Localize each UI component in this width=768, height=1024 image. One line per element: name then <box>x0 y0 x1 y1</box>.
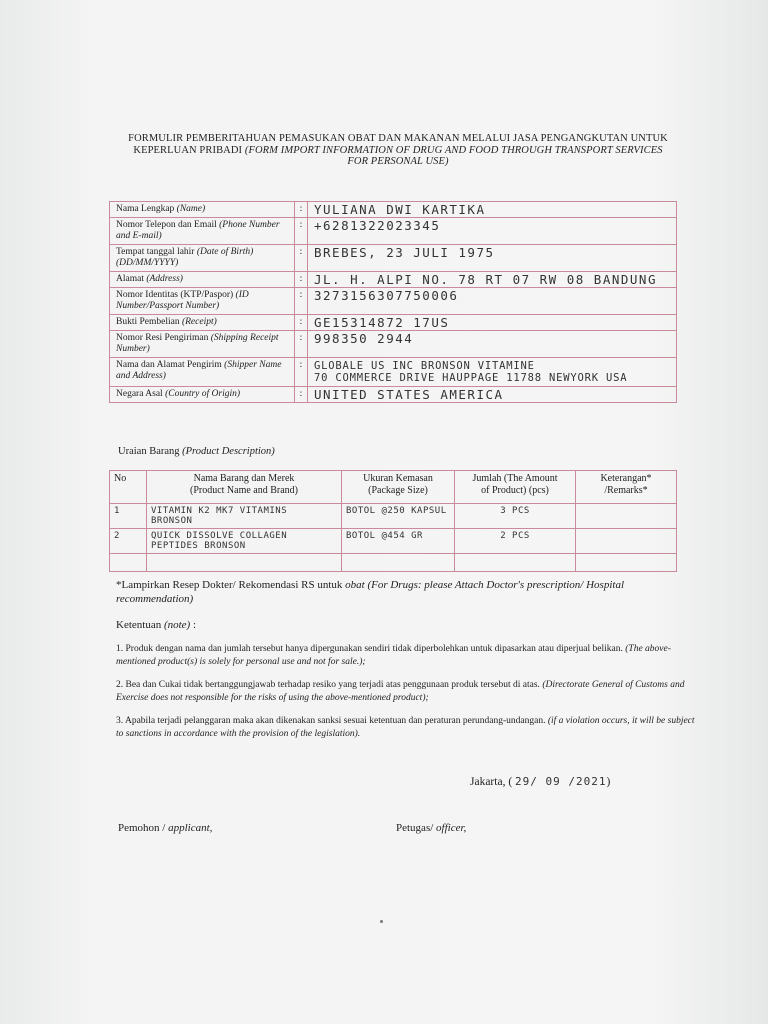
colon-separator: : <box>295 218 308 245</box>
info-value: +6281322023345 <box>314 218 441 233</box>
empty-cell <box>110 554 147 572</box>
info-row <box>110 315 677 331</box>
officer-label: Petugas/ <box>396 822 434 834</box>
header-no: No <box>110 471 147 504</box>
info-value-line2: 70 COMMERCE DRIVE HAUPPAGE 11788 NEWYORK USA <box>314 372 628 384</box>
title-line-1: FORMULIR PEMBERITAHUAN PEMASUKAN OBAT DAN MAKANAN MELALUI JASA PENGANGKUTAN UNTUK <box>128 133 668 144</box>
info-value: 998350 2944 <box>314 331 414 346</box>
paragraph-3-normal: 3. Apabila terjadi pelanggaran maka akan dikenakan sanksi sesuai ketentuan dan peraturan perundang-undangan. <box>116 716 546 726</box>
colon-separator: : <box>295 387 308 403</box>
info-label-id: Nama dan Alamat Pengirim <box>116 360 222 370</box>
header-size: Ukuran Kemasan (Package Size) <box>342 471 455 504</box>
paragraph-3-italic: (if a violation occurs, it will be subject to sanctions in accordance with the provision of the legislation). <box>116 716 695 739</box>
info-value-cell <box>308 245 677 272</box>
info-row <box>110 358 677 387</box>
product-amount: 2 PCS <box>455 529 576 554</box>
info-value-cell <box>308 202 677 218</box>
product-no: 1 <box>110 504 147 529</box>
colon-separator: : <box>295 331 308 358</box>
info-label-id: Bukti Pembelian <box>116 317 180 327</box>
info-label <box>110 331 295 358</box>
signed-date: 29/ 09 /2021 <box>515 775 607 788</box>
ketentuan-label: Ketentuan <box>116 619 162 631</box>
product-remarks <box>576 504 677 529</box>
info-label-id: Negara Asal <box>116 389 163 399</box>
empty-cell <box>576 554 677 572</box>
info-label-en: (Shipping Receipt Number) <box>116 333 279 354</box>
info-value: GE15314872 17US <box>314 315 450 330</box>
info-value: YULIANA DWI KARTIKA <box>314 202 486 217</box>
product-name: VITAMIN K2 MK7 VITAMINS BRONSON <box>147 504 342 529</box>
info-value: UNITED STATES AMERICA <box>314 387 504 402</box>
empty-cell <box>342 554 455 572</box>
info-label-id: Nomor Resi Pengiriman <box>116 333 209 343</box>
product-table-header <box>110 471 677 504</box>
note-paragraph-2 <box>116 679 701 704</box>
info-row <box>110 202 677 218</box>
info-value-cell <box>308 272 677 288</box>
paragraph-1-italic: (The above-mentioned product(s) is solely for personal use and not for sale.); <box>116 644 671 667</box>
ketentuan-suffix: : <box>190 619 197 631</box>
applicant-info-table <box>109 201 677 403</box>
info-label-id: Alamat <box>116 274 144 284</box>
info-label-en: (Country of Origin) <box>165 389 241 399</box>
info-label <box>110 218 295 245</box>
paragraph-2-normal: 2. Bea dan Cukai tidak bertanggungjawab terhadap resiko yang terjadi atas penggunaan produk tersebut di atas. <box>116 680 540 690</box>
info-value: 3273156307750006 <box>314 288 459 303</box>
info-label <box>110 387 295 403</box>
empty-cell <box>455 554 576 572</box>
info-label-en: (Receipt) <box>181 317 217 327</box>
header-amount: Jumlah (The Amount of Product) (pcs) <box>455 471 576 504</box>
header-remarks: Keterangan* /Remarks* <box>576 471 677 504</box>
info-row <box>110 245 677 272</box>
product-no: 2 <box>110 529 147 554</box>
paragraph-1-normal: 1. Produk dengan nama dan jumlah tersebut hanya dipergunakan sendiri tidak diperbolehkan untuk dipasarkan atau diperjual belikan. <box>116 644 623 654</box>
info-value: BREBES, 23 JULI 1975 <box>314 245 495 260</box>
product-row <box>110 529 677 554</box>
place-close: ) <box>606 776 611 788</box>
empty-cell <box>147 554 342 572</box>
colon-separator: : <box>295 315 308 331</box>
paragraph-2-italic: (Directorate General of Customs and Exercise does not responsible for the risks of using the above-mentioned product); <box>116 680 685 703</box>
info-label-en: (Address) <box>146 274 183 284</box>
colon-separator: : <box>295 288 308 315</box>
place-date <box>470 775 610 788</box>
info-label-en: (ID Number/Passport Number) <box>116 290 249 311</box>
product-row-empty <box>110 554 677 572</box>
ketentuan-heading <box>116 619 196 631</box>
colon-separator: : <box>295 272 308 288</box>
info-label-en: (Phone Number and E-mail) <box>116 220 280 241</box>
section-label-id: Uraian Barang <box>118 446 180 457</box>
info-label-id: Nama Lengkap <box>116 204 175 214</box>
info-label-id: Nomor Identitas (KTP/Paspor) <box>116 290 234 300</box>
form-title <box>108 133 688 168</box>
info-value-cell <box>308 331 677 358</box>
officer-signature-label <box>396 822 466 834</box>
info-row <box>110 387 677 403</box>
note-normal: *Lampirkan Resep Dokter/ Rekomendasi RS untuk <box>116 579 343 591</box>
info-value-cell <box>308 358 677 387</box>
ketentuan-label-en: (note) <box>163 619 191 631</box>
info-value-cell <box>308 218 677 245</box>
product-remarks <box>576 529 677 554</box>
product-size: BOTOL @250 KAPSUL <box>342 504 455 529</box>
product-size: BOTOL @454 GR <box>342 529 455 554</box>
header-name: Nama Barang dan Merek (Product Name and Brand) <box>147 471 342 504</box>
product-amount: 3 PCS <box>455 504 576 529</box>
note-paragraph-3 <box>116 715 701 740</box>
info-label <box>110 245 295 272</box>
info-value: JL. H. ALPI NO. 78 RT 07 RW 08 BANDUNG <box>314 272 657 287</box>
info-label <box>110 288 295 315</box>
info-row <box>110 272 677 288</box>
scan-speck <box>380 920 383 923</box>
info-row <box>110 218 677 245</box>
place-label: Jakarta, ( <box>470 776 513 788</box>
title-line-3: FOR PERSONAL USE) <box>347 156 449 167</box>
colon-separator: : <box>295 245 308 272</box>
applicant-label-en: applicant, <box>168 822 213 834</box>
info-value-cell <box>308 315 677 331</box>
info-row <box>110 331 677 358</box>
info-label-id: Tempat tanggal lahir <box>116 247 195 257</box>
title-line-2-italic: (FORM IMPORT INFORMATION OF DRUG AND FOOD THROUGH TRANSPORT SERVICES <box>244 144 663 156</box>
product-section-label <box>118 446 275 457</box>
product-row <box>110 504 677 529</box>
section-label-en: (Product Description) <box>182 446 275 457</box>
product-name: QUICK DISSOLVE COLLAGEN PEPTIDES BRONSON <box>147 529 342 554</box>
colon-separator: : <box>295 202 308 218</box>
note-paragraph-1 <box>116 643 701 668</box>
applicant-signature-label <box>118 822 212 834</box>
info-row <box>110 288 677 315</box>
info-value: GLOBALE US INC BRONSON VITAMINE <box>314 360 535 372</box>
info-label <box>110 202 295 218</box>
info-value-cell <box>308 288 677 315</box>
info-label <box>110 358 295 387</box>
info-label-en: (Date of Birth) (DD/MM/YYYY) <box>116 247 254 268</box>
attachment-note <box>116 578 696 606</box>
applicant-label: Pemohon / <box>118 822 166 834</box>
info-label <box>110 315 295 331</box>
info-label-en: (Name) <box>176 204 206 214</box>
title-line-2 <box>108 145 688 157</box>
info-label-en: (Shipper Name and Address) <box>116 360 282 381</box>
info-label-id: Nomor Telepon dan Email <box>116 220 217 230</box>
officer-label-en: officer, <box>436 822 467 834</box>
colon-separator: : <box>295 358 308 387</box>
note-italic: obat (For Drugs: please Attach Doctor's prescription/ Hospital recommendation) <box>116 579 625 605</box>
title-line-2-normal: KEPERLUAN PRIBADI <box>133 144 243 156</box>
info-value-cell <box>308 387 677 403</box>
info-label <box>110 272 295 288</box>
product-table <box>109 470 677 572</box>
